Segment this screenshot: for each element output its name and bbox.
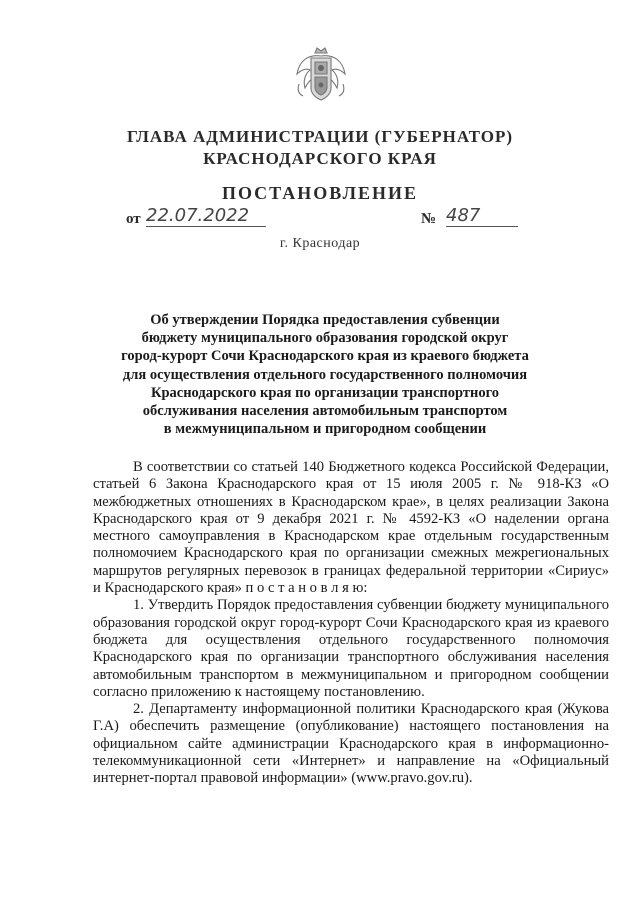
- title-line: Краснодарского края по организации транспортного: [150, 384, 500, 401]
- issuer-line-1: ГЛАВА АДМИНИСТРАЦИИ (ГУБЕРНАТОР): [126, 127, 513, 146]
- clause-2-paragraph: 2. Департаменту информационной политики Краснодарского края (Жукова Г.А) обеспечить размещение (опубликование) настоящего постановления на официальном сайте администрации Краснодарского края в информационно-телекоммуникационной сети «Интернет» и направление на «Официальный интернет-портал правовой информации» (www.pravo.gov.ru).: [93, 701, 609, 787]
- number-label: №: [421, 211, 437, 227]
- title-line: бюджету муниципального образования городской округ: [141, 330, 509, 347]
- title-line: город-курорт Сочи Краснодарского края из краевого бюджета: [121, 348, 529, 365]
- title-line: Об утверждении Порядка предоставления субвенции: [150, 312, 500, 328]
- document-title: [100, 311, 550, 438]
- title-line: обслуживания населения автомобильным транспортом: [142, 403, 508, 420]
- title-line: в межмуниципальном и пригородном сообщении: [163, 421, 487, 438]
- clause-1-paragraph: 1. Утвердить Порядок предоставления субвенции бюджету муниципального образования городской округ город-курорт Сочи Краснодарского края из краевого бюджета для осуществления отдельного государственного полномочия Краснодарского края по организации транспортного обслуживания населения автомобильным транспортом в межмуниципальном и пригородном сообщении согласно приложению к настоящему постановлению.: [93, 597, 609, 700]
- date-label: от: [126, 211, 141, 227]
- preamble-paragraph: В соответствии со статьей 140 Бюджетного кодекса Российской Федерации, статьей 6 Закона Краснодарского края от 15 июля 2005 г. № 918-КЗ «О межбюджетных отношениях в Краснодарском крае», в целях реализации Закона Краснодарского края от 9 декабря 2021 г. № 4592-КЗ «О наделении органа местного самоуправления в Краснодарском крае отдельным государственным полномочием Краснодарского края по организации смежных межрегиональных маршрутов регулярных перевозок в границах федеральной территории «Сириус» и Краснодарского края» п о с т а н о в л я ю:: [93, 459, 609, 597]
- issuer-line-2: КРАСНОДАРСКОГО КРАЯ: [203, 149, 437, 168]
- title-line: для осуществления отдельного государственного полномочия: [122, 366, 528, 383]
- coat-of-arms-icon: [293, 44, 349, 102]
- date-value: 22.07.2022: [146, 206, 266, 227]
- document-type: ПОСТАНОВЛЕНИЕ: [221, 183, 419, 203]
- number-value: 487: [446, 206, 518, 227]
- document-body: [93, 459, 609, 788]
- city: г. Краснодар: [279, 236, 361, 251]
